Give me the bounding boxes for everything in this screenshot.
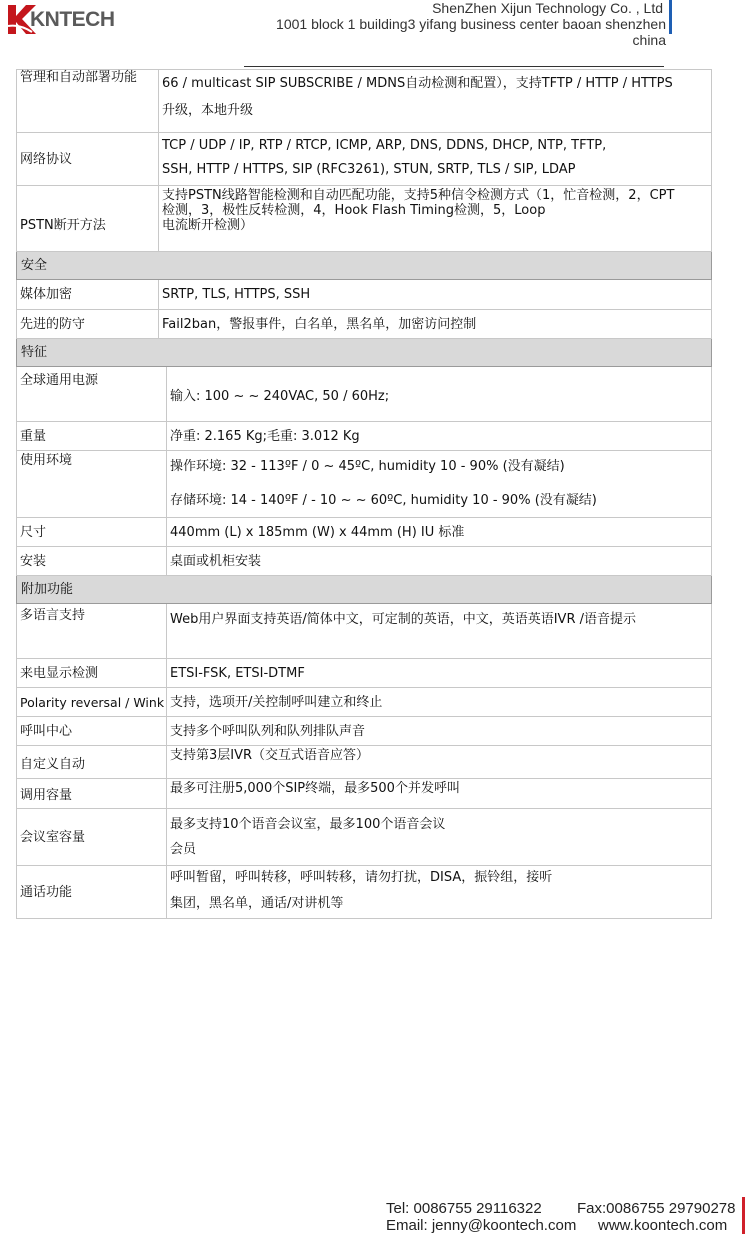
footer-accent-bar	[742, 1197, 745, 1234]
row-label: Polarity reversal / Wink	[17, 688, 167, 717]
table-row	[17, 367, 712, 422]
company-address: 1001 block 1 building3 yifang business center baoan shenzhen china	[276, 16, 666, 48]
value-line: 操作环境: 32 - 113ºF / 0 ~ 45ºC, humidity 10 - 90% (没有凝结)	[170, 459, 565, 474]
row-value: 最多可注册5,000个SIP终端，最多500个并发呼叫	[167, 779, 712, 809]
row-value	[159, 133, 712, 186]
row-value: 支持多个呼叫队列和队列排队声音	[167, 717, 712, 746]
value-line: 会员	[170, 842, 197, 857]
row-value: 净重: 2.165 Kg;毛重: 3.012 Kg	[167, 422, 712, 451]
section-title: 附加功能	[17, 576, 712, 604]
section-title: 安全	[17, 252, 712, 280]
row-value: ETSI-FSK, ETSI-DTMF	[167, 659, 712, 688]
row-value: 440mm (L) x 185mm (W) x 44mm (H) IU 标准	[167, 518, 712, 547]
row-label: 安装	[17, 547, 167, 576]
row-label: 通话功能	[17, 866, 167, 919]
table-row	[17, 422, 712, 451]
row-value	[167, 866, 712, 919]
value-line: TCP / UDP / IP, RTP / RTCP, ICMP, ARP, DNS, DDNS, DHCP, NTP, TFTP,	[162, 138, 607, 153]
table-row	[17, 451, 712, 518]
value-line: 最多支持10个语音会议室，最多100个语音会议	[170, 817, 446, 832]
row-value	[159, 186, 712, 252]
table-row	[17, 604, 712, 659]
table-row	[17, 779, 712, 809]
row-value: Fail2ban，警报事件，白名单，黑名单，加密访问控制	[159, 310, 712, 339]
row-label: 媒体加密	[17, 280, 159, 310]
table-row	[17, 866, 712, 919]
row-label: 网络协议	[17, 133, 159, 186]
row-label: 自定义自动	[17, 746, 167, 779]
row-value: 支持，选项开/关控制呼叫建立和终止	[167, 688, 712, 717]
table-row	[17, 280, 712, 310]
row-value: SRTP, TLS, HTTPS, SSH	[159, 280, 712, 310]
value-line: 呼叫暂留，呼叫转移，呼叫转移，请勿打扰，DISA，振铃组，接听	[170, 870, 553, 885]
footer-website[interactable]: www.koontech.com	[598, 1217, 728, 1234]
value-line: 集团，黑名单，通话/对讲机等	[170, 896, 344, 911]
value-line: 检测，3，极性反转检测，4，Hook Flash Timing检测，5，Loop	[162, 203, 546, 218]
logo-text: KNTECH	[30, 8, 115, 31]
row-label: 重量	[17, 422, 167, 451]
company-logo	[6, 2, 134, 36]
table-row	[17, 659, 712, 688]
value-line: 电流断开检测）	[162, 218, 254, 233]
row-label: 尺寸	[17, 518, 167, 547]
row-label: 先进的防守	[17, 310, 159, 339]
value-line: 66 / multicast SIP SUBSCRIBE / MDNS自动检测和配置），支持TFTP / HTTP / HTTPS	[162, 76, 673, 91]
row-value	[167, 451, 712, 518]
section-title: 特征	[17, 339, 712, 367]
row-label: 呼叫中心	[17, 717, 167, 746]
value-line: 支持PSTN线路智能检测和自动匹配功能，支持5种信令检测方式（1，忙音检测，2，CPT	[162, 188, 675, 203]
row-label: 会议室容量	[17, 809, 167, 866]
row-label: 来电显示检测	[17, 659, 167, 688]
value-line: 升级，本地升级	[162, 103, 254, 118]
section-header	[17, 252, 712, 280]
value-line: 存储环境: 14 - 140ºF / - 10 ~ ~ 60ºC, humidity 10 - 90% (没有凝结)	[170, 493, 597, 508]
value-line: SSH, HTTP / HTTPS, SIP (RFC3261), STUN, SRTP, TLS / SIP, LDAP	[162, 162, 576, 177]
company-name: ShenZhen Xijun Technology Co. , Ltd	[432, 0, 663, 16]
section-header	[17, 339, 712, 367]
row-label: 使用环境	[17, 451, 167, 518]
table-row	[17, 70, 712, 133]
row-value: 输入: 100 ~ ~ 240VAC, 50 / 60Hz;	[167, 367, 712, 422]
row-label: 管理和自动部署功能	[17, 70, 159, 133]
table-row	[17, 746, 712, 779]
row-value	[167, 809, 712, 866]
spec-table	[16, 69, 712, 919]
table-row	[17, 547, 712, 576]
table-row	[17, 688, 712, 717]
table-row	[17, 186, 712, 252]
row-value	[159, 70, 712, 133]
footer-fax: Fax:0086755 29790278	[577, 1200, 736, 1217]
row-value: Web用户界面支持英语/简体中文，可定制的英语，中文，英语英语IVR /语音提示	[167, 604, 712, 659]
table-row	[17, 133, 712, 186]
row-label: PSTN断开方法	[17, 186, 159, 252]
table-row	[17, 518, 712, 547]
table-row	[17, 310, 712, 339]
header-accent-bar	[669, 0, 672, 34]
row-label: 多语言支持	[17, 604, 167, 659]
row-label: 调用容量	[17, 779, 167, 809]
header-divider	[244, 66, 664, 67]
footer-email[interactable]: Email: jenny@koontech.com	[386, 1217, 577, 1234]
row-label: 全球通用电源	[17, 367, 167, 422]
section-header	[17, 576, 712, 604]
table-row	[17, 809, 712, 866]
row-value: 支持第3层IVR（交互式语音应答）	[167, 746, 712, 779]
footer-tel: Tel: 0086755 29116322	[386, 1200, 542, 1217]
row-value: 桌面或机柜安装	[167, 547, 712, 576]
table-row	[17, 717, 712, 746]
